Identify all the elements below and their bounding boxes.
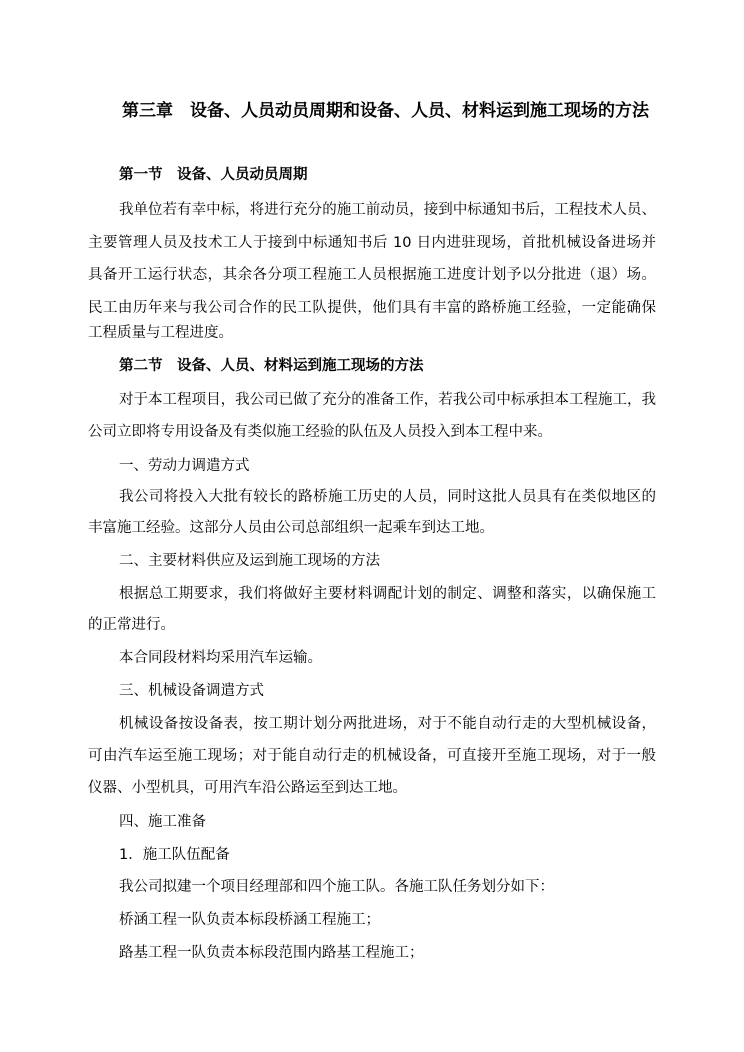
- paragraph-line: 我公司将投入大批有较长的路桥施工历史的人员，同时这批人员具有在类似地区的: [119, 489, 656, 505]
- list-item-heading: 1．施工队伍配备: [119, 847, 230, 863]
- subheading-labor: 一、劳动力调遣方式: [119, 458, 250, 474]
- subheading-preparation: 四、施工准备: [119, 814, 206, 830]
- paragraph-line: 具备开工运行状态，其余各分项工程施工人员根据施工进度计划予以分批进（退）场。: [88, 267, 656, 283]
- paragraph-line: 桥涵工程一队负责本标段桥涵工程施工；: [119, 912, 380, 928]
- paragraph-line: 丰富施工经验。这部分人员由公司总部组织一起乘车到达工地。: [88, 520, 494, 536]
- section-1-heading: 第一节 设备、人员动员周期: [119, 167, 308, 183]
- paragraph-line: 我单位若有幸中标，将进行充分的施工前动员，接到中标通知书后，工程技术人员、: [119, 202, 656, 218]
- paragraph-line: 我公司拟建一个项目经理部和四个施工队。各施工队任务划分如下：: [119, 879, 554, 895]
- paragraph-line: 公司立即将专用设备及有类似施工经验的队伍及人员投入到本工程中来。: [88, 424, 552, 440]
- paragraph-line: 根据总工期要求，我们将做好主要材料调配计划的制定、调整和落实，以确保施工: [119, 586, 656, 602]
- paragraph-line: 主要管理人员及技术工人于接到中标通知书后 10 日内进驻现场，首批机械设备进场并: [88, 235, 656, 251]
- subheading-materials: 二、主要材料供应及运到施工现场的方法: [119, 553, 380, 569]
- paragraph-line: 民工由历年来与我公司合作的民工队提供，他们具有丰富的路桥施工经验，一定能确保: [88, 300, 656, 316]
- paragraph-line: 路基工程一队负责本标段范围内路基工程施工；: [119, 945, 424, 961]
- chapter-title: 第三章 设备、人员动员周期和设备、人员、材料运到施工现场的方法: [122, 101, 649, 121]
- paragraph-line: 机械设备按设备表，按工期计划分两批进场，对于不能自动行走的大型机械设备，: [119, 716, 656, 732]
- paragraph-line: 可由汽车运至施工现场；对于能自动行走的机械设备，可直接开至施工现场，对于一般: [88, 748, 656, 764]
- paragraph-line: 对于本工程项目，我公司已做了充分的准备工作，若我公司中标承担本工程施工，我: [119, 392, 656, 408]
- paragraph-line: 仪器、小型机具，可用汽车沿公路运至到达工地。: [88, 780, 407, 796]
- paragraph-line: 的正常进行。: [88, 617, 175, 633]
- paragraph-line: 本合同段材料均采用汽车运输。: [119, 650, 322, 666]
- section-2-heading: 第二节 设备、人员、材料运到施工现场的方法: [119, 358, 424, 374]
- paragraph-line: 工程质量与工程进度。: [88, 325, 233, 341]
- subheading-machinery: 三、机械设备调遣方式: [119, 683, 264, 699]
